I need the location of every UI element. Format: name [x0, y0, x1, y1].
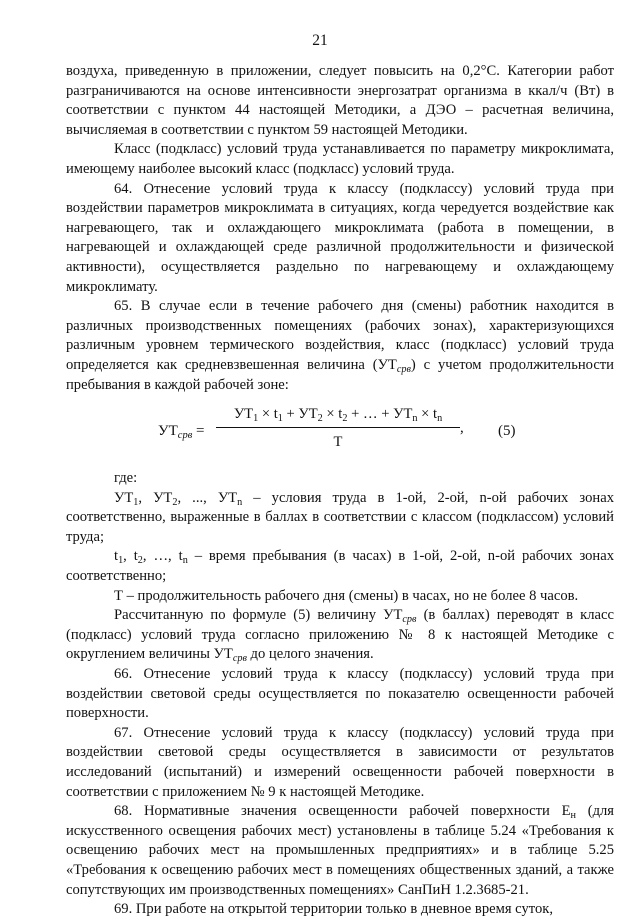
page-number: 21 [312, 32, 328, 49]
formula-denominator: T [333, 434, 343, 451]
paragraph-conversion: Рассчитанную по формуле (5) величину $УТ_{срв}$ (в баллах) переводят в класс (подкласс) условий труда согласно приложению № 8 к настоящей Методике с округлением величины $УТ_{срв}$ до целого значения. [66, 607, 614, 665]
formula-comma: , [460, 420, 464, 437]
paragraph-68: 68. Нормативные значения освещенности рабочей поверхности $Е_н$ (для искусственного освещения рабочих мест) установлены в таблице 5.24 «Требования к освещению рабочих мест на промышленных предприятиях» и в таблице 5.25 «Требования к освещению рабочих мест в помещениях общественных зданий, а также сопутствующих им производственных помещениях» СанПиН 1.2.3685-21. [66, 803, 614, 898]
paragraph-67: 67. Отнесение условий труда к классу (подклассу) условий труда при воздействии световой среды осуществляется в зависимости от результатов исследований (испытаний) и измерений освещенности рабочей поверхности в соответствии с приложением № 9 к настоящей Методике. [66, 724, 614, 800]
paragraph-64: 64. Отнесение условий труда к классу (подклассу) условий труда при воздействии параметров микроклимата в ситуациях, когда чередуется воздействие как нагревающего, так и охлаждающего микроклимата (работа в помещении, в нагревающей и охлаждающей среде различной продолжительности и физической активности), осуществляется раздельно по нагревающему и охлаждающему микроклимату. [66, 180, 614, 295]
paragraph-continuation: воздуха, приведенную в приложении, следует повысить на 0,2°С. Категории работ разграничиваются на основе интенсивности энергозатрат организма в ккал/ч (Вт) в соответствии с пунктом 44 настоящей Методики, а ДЭО – расчетная величина, вычисляемая в соответствии с пунктом 59 настоящей Методики. [66, 63, 614, 138]
paragraph-66: 66. Отнесение условий труда к классу (подклассу) условий труда при воздействии световой среды осуществляется по показателю освещенности рабочей поверхности. [66, 666, 614, 722]
paragraph-69: 69. При работе на открытой территории только в дневное время суток, [114, 901, 553, 918]
fraction-bar [216, 427, 460, 428]
definition-T: Т – продолжительность рабочего дня (смены) в часах, но не более 8 часов. [114, 587, 579, 604]
formula-numerator: $УТ_1 \times t_1 + УТ_2 \times t_2$ + … + $УТ_n \times t_n$ [233, 406, 443, 425]
paragraph-65: 65. В случае если в течение рабочего дня (смены) работник находится в различных производственных помещениях (рабочих зонах), характеризующихся различным уровнем термического воздействия, класс (подкласс) условий труда определяется как средневзвешенная величина $(УТ_{срв})$ с учетом продолжительности пребывания в каждой рабочей зоне: [66, 298, 614, 393]
document-body [66, 62, 614, 920]
equation-number: (5) [498, 423, 516, 440]
formula-5 [66, 405, 614, 461]
formula-lhs: $УТ_{срв}$ = [158, 423, 205, 442]
where-label: где: [114, 470, 138, 487]
definition-t: $t_1$, $t_2$, …, $t_n$ – время пребывания (в часах) в 1-ой, 2-ой, n-ой рабочих зонах соответственно; [66, 548, 615, 585]
definition-ut: $УТ_1$, $УТ_2$, ..., $УТ_n$ – условия труда в 1-ой, 2-ой, n-ой рабочих зонах соответственно, выраженные в баллах в соответствии с классом (подклассом) условий труда; [66, 489, 614, 545]
paragraph-class-rule: Класс (подкласс) условий труда устанавливается по параметру микроклимата, имеющему наиболее высокий класс (подкласс) условий труда. [66, 141, 614, 177]
